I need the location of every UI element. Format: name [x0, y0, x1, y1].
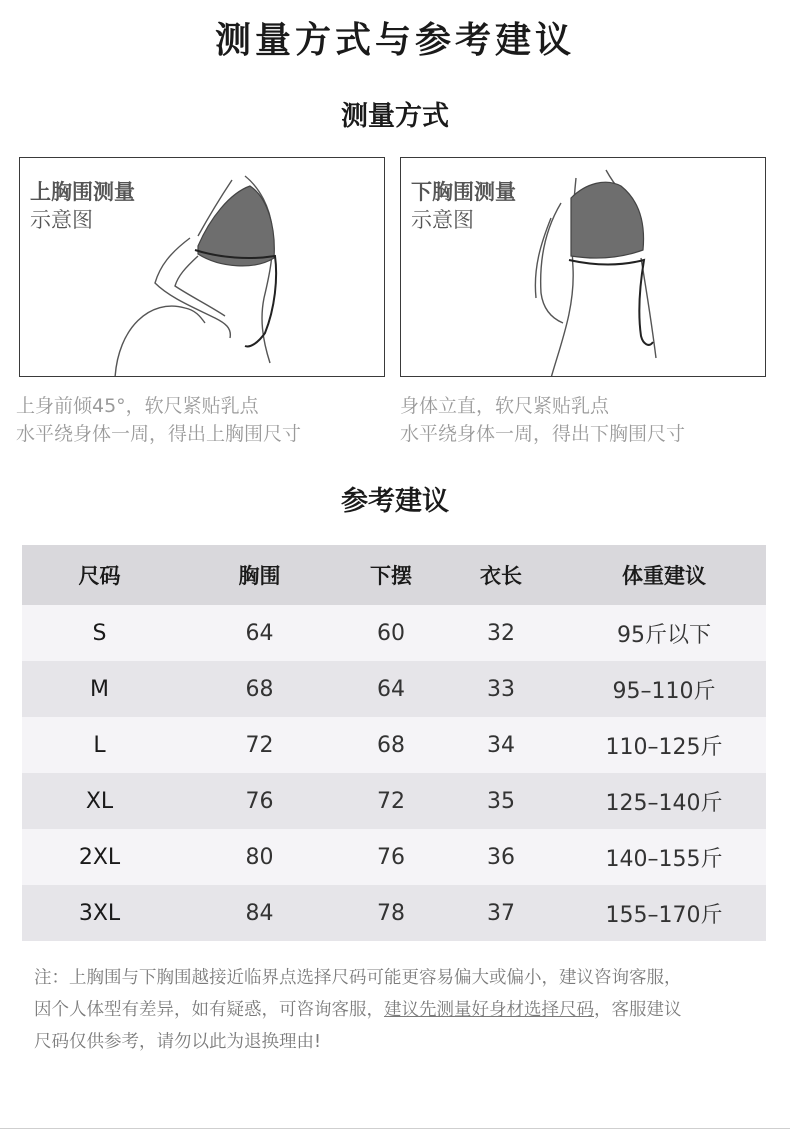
cell-bust: 76	[177, 773, 342, 829]
upper-bust-caption	[16, 392, 396, 448]
cell-length: 37	[440, 885, 562, 941]
cell-hem: 76	[342, 829, 440, 885]
caption-line: 水平绕身体一周，得出上胸围尺寸	[16, 423, 302, 445]
lower-bust-sublabel: 示意图	[411, 208, 474, 232]
cell-hem: 78	[342, 885, 440, 941]
table-row	[22, 661, 766, 717]
header-weight: 体重建议	[562, 545, 766, 605]
table-row	[22, 717, 766, 773]
measure-section-title: 测量方式	[341, 101, 449, 132]
cell-size: XL	[22, 773, 177, 829]
size-chart-table	[22, 545, 766, 941]
cell-length: 35	[440, 773, 562, 829]
cell-weight: 110–125斤	[562, 717, 766, 773]
note-underlined-text: 建议先测量好身材选择尺码	[384, 1000, 594, 1020]
page-title: 测量方式与参考建议	[214, 20, 575, 61]
cell-hem: 68	[342, 717, 440, 773]
cell-bust: 72	[177, 717, 342, 773]
table-row	[22, 773, 766, 829]
cell-weight: 140–155斤	[562, 829, 766, 885]
cell-length: 33	[440, 661, 562, 717]
table-row	[22, 885, 766, 941]
cell-bust: 80	[177, 829, 342, 885]
table-row	[22, 829, 766, 885]
cell-length: 34	[440, 717, 562, 773]
note-line: 尺码仅供参考，请勿以此为退换理由!	[34, 1032, 322, 1052]
cell-bust: 68	[177, 661, 342, 717]
header-length: 衣长	[440, 545, 562, 605]
cell-size: 3XL	[22, 885, 177, 941]
divider	[0, 1128, 790, 1129]
cell-size: 2XL	[22, 829, 177, 885]
note-text: 因个人体型有差异，如有疑惑，可咨询客服，	[34, 1000, 384, 1020]
upper-bust-label: 上胸围测量	[30, 180, 135, 204]
cell-hem: 64	[342, 661, 440, 717]
table-row	[22, 605, 766, 661]
cell-bust: 84	[177, 885, 342, 941]
cell-hem: 72	[342, 773, 440, 829]
cell-weight: 95–110斤	[562, 661, 766, 717]
cell-weight: 125–140斤	[562, 773, 766, 829]
cell-length: 36	[440, 829, 562, 885]
cell-length: 32	[440, 605, 562, 661]
header-hem: 下摆	[342, 545, 440, 605]
caption-line: 上身前倾45°，软尺紧贴乳点	[16, 395, 259, 417]
lower-bust-label: 下胸围测量	[411, 180, 516, 204]
note-line: 注：上胸围与下胸围越接近临界点选择尺码可能更容易偏大或偏小，建议咨询客服，	[34, 968, 682, 988]
upper-bust-diagram	[19, 157, 385, 377]
caption-line: 水平绕身体一周，得出下胸围尺寸	[400, 423, 686, 445]
cell-hem: 60	[342, 605, 440, 661]
lower-bust-diagram	[400, 157, 766, 377]
cell-weight: 95斤以下	[562, 605, 766, 661]
upper-bust-sublabel: 示意图	[30, 208, 93, 232]
cell-bust: 64	[177, 605, 342, 661]
reference-section-title: 参考建议	[341, 486, 449, 517]
table-header-row	[22, 545, 766, 605]
header-size: 尺码	[22, 545, 177, 605]
cell-weight: 155–170斤	[562, 885, 766, 941]
disclaimer-note	[34, 962, 769, 1058]
note-text: ，客服建议	[594, 1000, 682, 1020]
lower-bust-caption	[400, 392, 780, 448]
cell-size: L	[22, 717, 177, 773]
cell-size: S	[22, 605, 177, 661]
cell-size: M	[22, 661, 177, 717]
caption-line: 身体立直，软尺紧贴乳点	[400, 395, 610, 417]
header-bust: 胸围	[177, 545, 342, 605]
